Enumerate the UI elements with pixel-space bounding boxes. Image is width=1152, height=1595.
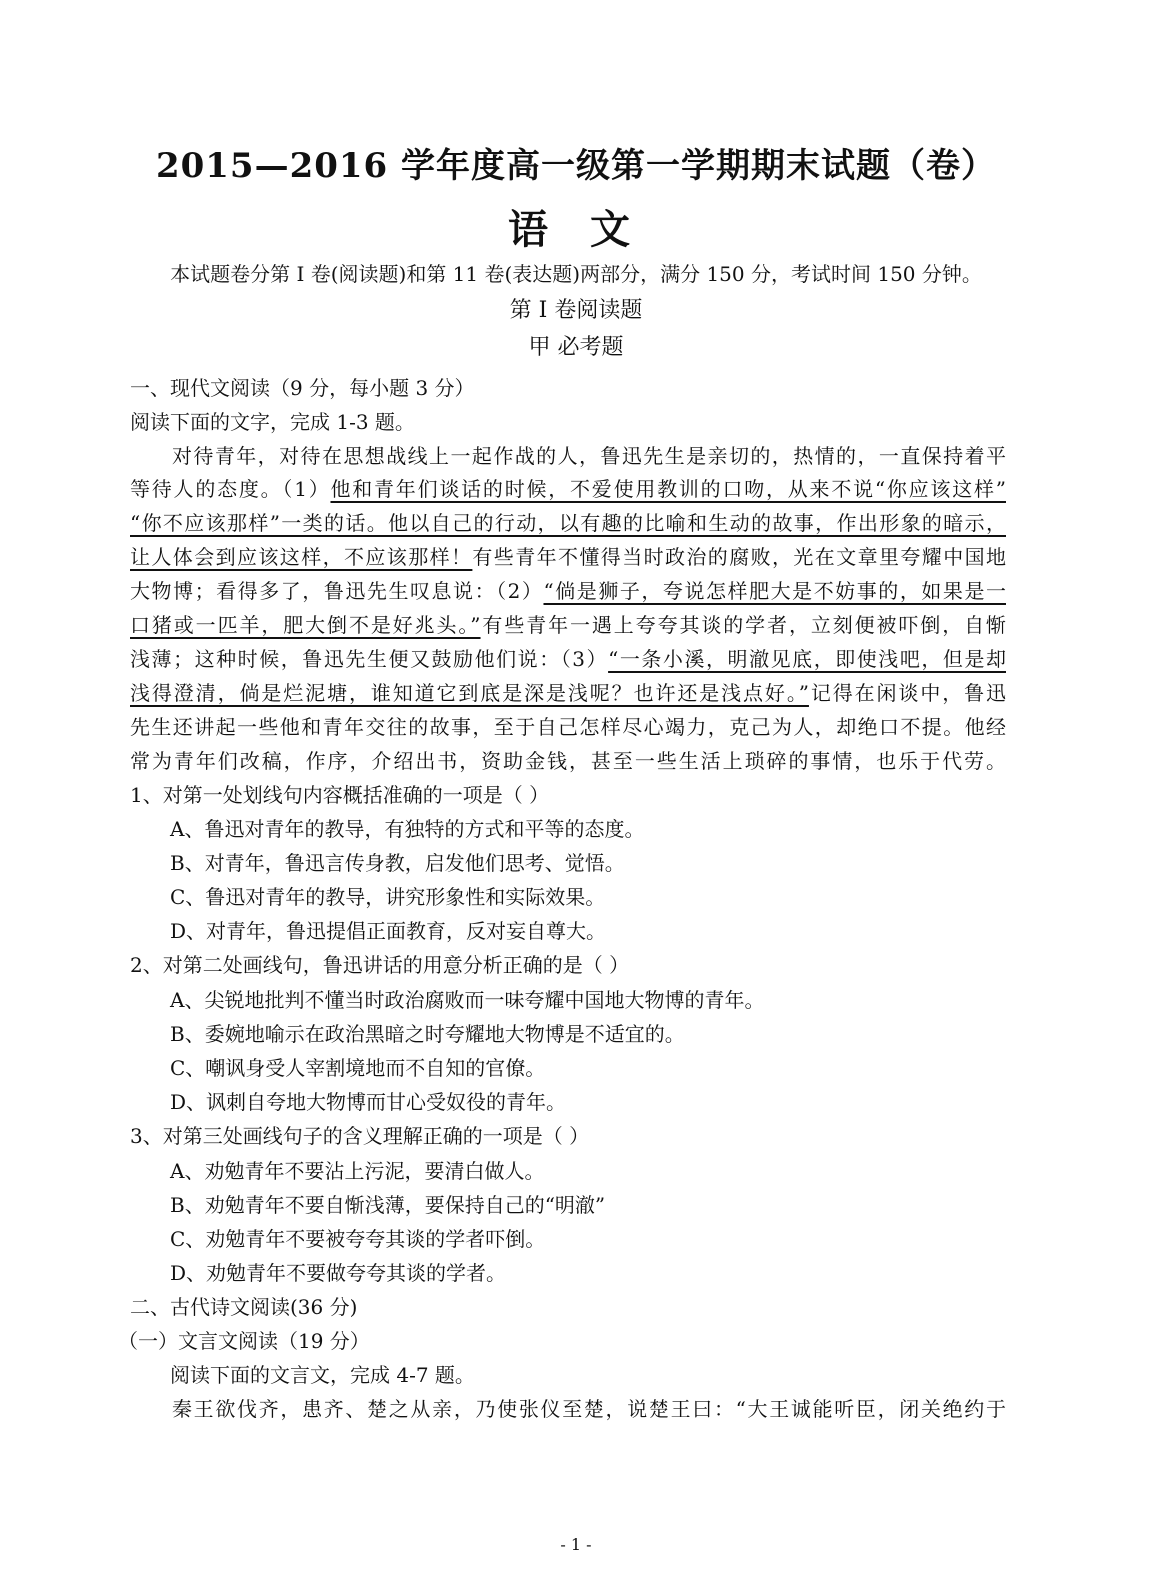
- question-3-option-d: D、劝勉青年不要做夸夸其谈的学者。: [170, 1261, 507, 1285]
- passage-text: 大物博；看得多了，鲁迅先生叹息说：（2）: [130, 579, 544, 603]
- question-2-option-c: C、嘲讽身受人宰割境地而不自知的官僚。: [170, 1056, 546, 1080]
- question-3-option-c: C、劝勉青年不要被夸夸其谈的学者吓倒。: [170, 1227, 546, 1251]
- question-2-option-a: A、尖锐地批判不懂当时政治腐败而一味夸耀中国地大物博的青年。: [170, 988, 765, 1012]
- underlined-sentence-1-end: 让人体会到应该这样，不应该那样！: [130, 545, 473, 569]
- section1-instruction: 阅读下面的文字，完成 1-3 题。: [130, 410, 415, 434]
- question-1-option-d: D、对青年，鲁迅提倡正面教育，反对妄自尊大。: [170, 919, 607, 943]
- classical-passage-line-1: 秦王欲伐齐，患齐、楚之从亲，乃使张仪至楚，说楚王曰：“大王诚能听臣，闭关绝约于: [172, 1397, 1006, 1421]
- question-1-option-b: B、对青年，鲁迅言传身教，启发他们思考、觉悟。: [170, 851, 625, 875]
- underlined-sentence-3: “一条小溪，明澈见底，即使浅吧，但是却: [608, 647, 1006, 671]
- passage-text: 有些青年不懂得当时政治的腐败，光在文章里夸耀中国地: [472, 545, 1007, 569]
- passage-line-6: [130, 609, 1006, 638]
- exam-intro: 本试题卷分第 I 卷(阅读题)和第 11 卷(表达题)两部分，满分 150 分，考试时间 150 分钟。: [170, 262, 982, 286]
- section2-heading: 二、古代诗文阅读(36 分): [130, 1295, 358, 1319]
- passage-line-5: [130, 575, 1006, 604]
- passage-text: 有些青年一遇上夸夸其谈的学者，立刻便被吓倒，自惭: [480, 613, 1006, 637]
- question-3-option-b: B、劝勉青年不要自惭浅薄，要保持自己的“明澈”: [170, 1193, 606, 1217]
- question-1-stem: 1、对第一处划线句内容概括准确的一项是（ ）: [130, 783, 550, 807]
- subject-title: 语 文: [508, 206, 644, 253]
- passage-line-4: [130, 541, 1006, 570]
- section1-heading: 一、现代文阅读（9 分，每小题 3 分）: [130, 376, 475, 400]
- passage-text: 记得在闲谈中，鲁迅: [808, 681, 1007, 705]
- underlined-sentence-2-end: 口猪或一匹羊，肥大倒不是好兆头。”: [130, 613, 481, 637]
- part-heading: 甲 必考题: [528, 335, 624, 360]
- underlined-sentence-1: 他和青年们谈话的时候，不爱使用教训的口吻，从来不说“你应该这样”: [330, 477, 1006, 501]
- question-1-option-c: C、鲁迅对青年的教导，讲究形象性和实际效果。: [170, 885, 606, 909]
- passage-line-2: [130, 473, 1006, 502]
- page-number: - 1 -: [560, 1535, 592, 1554]
- question-3-option-a: A、劝勉青年不要沾上污泥，要清白做人。: [170, 1159, 545, 1183]
- question-2-option-d: D、讽刺自夸地大物博而甘心受奴役的青年。: [170, 1090, 567, 1114]
- passage-line-7: [130, 643, 1006, 672]
- passage-text: 浅薄；这种时候，鲁迅先生便又鼓励他们说：（3）: [130, 647, 609, 671]
- section2-instruction: 阅读下面的文言文，完成 4-7 题。: [170, 1363, 475, 1387]
- passage-line-10: 常为青年们改稿，作序，介绍出书，资助金钱，甚至一些生活上琐碎的事情，也乐于代劳。: [130, 749, 1006, 773]
- question-2-stem: 2、对第二处画线句，鲁迅讲话的用意分析正确的是（ ）: [130, 953, 630, 977]
- passage-line-9: 先生还讲起一些他和青年交往的故事，至于自己怎样尽心竭力，克己为人，却绝口不提。他经: [130, 715, 1006, 739]
- passage-line-1: 对待青年，对待在思想战线上一起作战的人，鲁迅先生是亲切的，热情的，一直保持着平: [172, 444, 1006, 468]
- underlined-sentence-3-end: 浅得澄清，倘是烂泥塘，谁知道它到底是深是浅呢？也许还是浅点好。”: [130, 681, 809, 705]
- passage-text: 等待人的态度。（1）: [130, 477, 331, 501]
- underlined-sentence-2: “倘是狮子，夸说怎样肥大是不妨事的，如果是一: [543, 579, 1006, 603]
- exam-title: 2015—2016 学年度高一级第一学期期末试题（卷）: [155, 146, 997, 186]
- question-1-option-a: A、鲁迅对青年的教导，有独特的方式和平等的态度。: [170, 817, 645, 841]
- passage-line-8: [130, 677, 1006, 706]
- question-2-option-b: B、委婉地喻示在政治黑暗之时夸耀地大物博是不适宜的。: [170, 1022, 685, 1046]
- volume-heading: 第 I 卷阅读题: [509, 298, 643, 323]
- section2-sub-heading: （一）文言文阅读（19 分）: [118, 1329, 370, 1353]
- question-3-stem: 3、对第三处画线句子的含义理解正确的一项是（ ）: [130, 1124, 590, 1148]
- underlined-sentence-1-cont: “你不应该那样”一类的话。他以自己的行动，以有趣的比喻和生动的故事，作出形象的暗示，: [130, 511, 1006, 535]
